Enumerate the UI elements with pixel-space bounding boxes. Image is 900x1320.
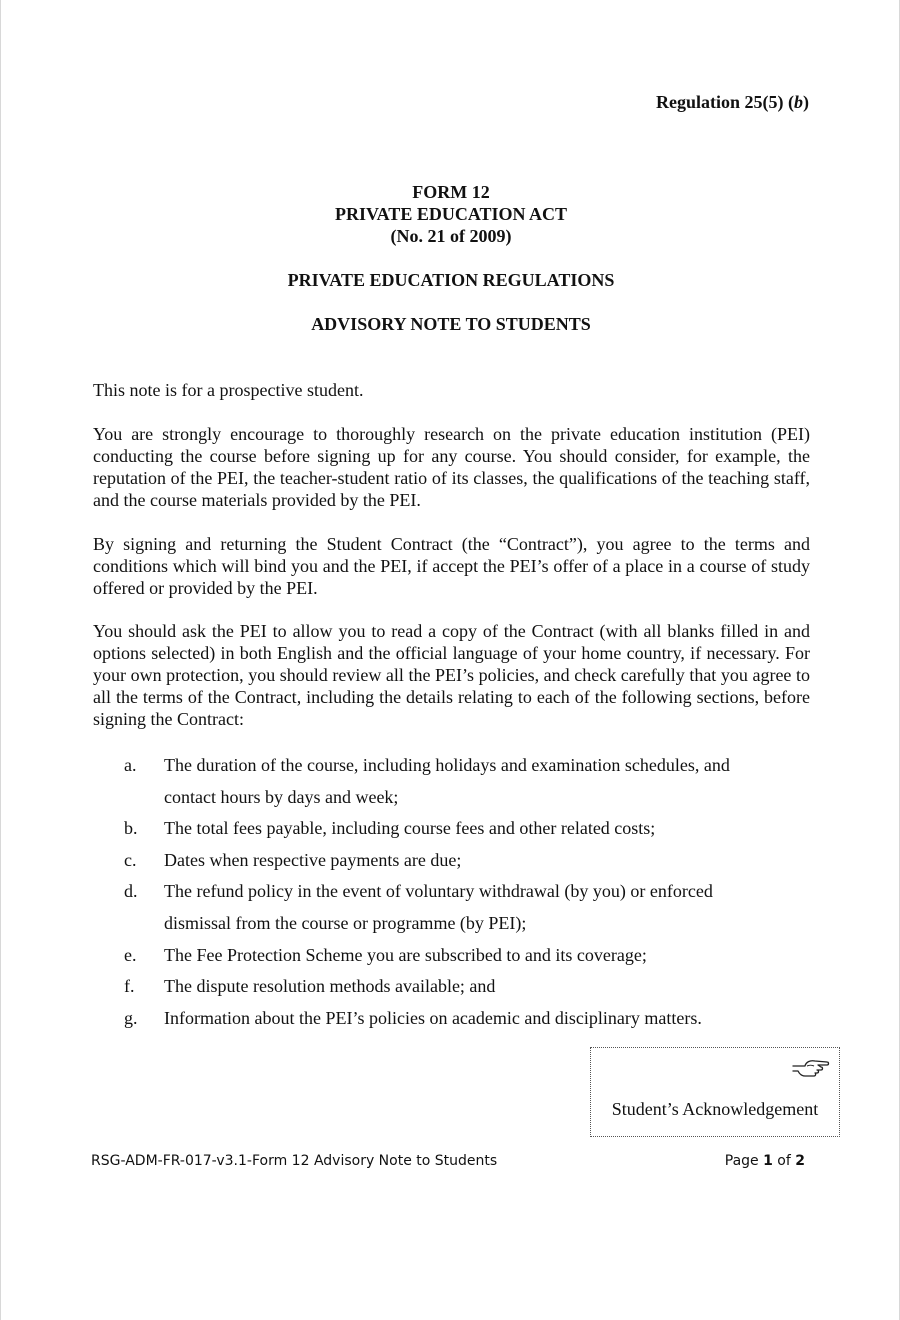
- list-item: [124, 845, 784, 877]
- list-item: [124, 750, 784, 813]
- list-item-text: The Fee Protection Scheme you are subscribed to and its coverage;: [164, 944, 647, 965]
- regulation-letter: b: [794, 92, 803, 112]
- regulation-prefix: Regulation 25(5) (: [656, 92, 794, 112]
- page-number: [725, 1153, 805, 1169]
- list-item-letter: c.: [124, 849, 137, 870]
- list-item: [124, 813, 784, 845]
- act-name: PRIVATE EDUCATION ACT: [334, 204, 568, 224]
- paragraph-intro: This note is for a prospective student.: [93, 380, 364, 400]
- list-item-letter: e.: [124, 944, 137, 965]
- regulation-suffix: ): [803, 92, 809, 112]
- list-item-letter: a.: [124, 755, 137, 775]
- list-item-letter: f.: [124, 976, 135, 997]
- list-item-text: The total fees payable, including course fees and other related costs;: [164, 818, 656, 839]
- page-total: 2: [795, 1153, 805, 1169]
- acknowledgement-label: Student’s Acknowledgement: [611, 1099, 819, 1119]
- list-item-letter: d.: [124, 881, 138, 902]
- page-of: of: [772, 1153, 796, 1169]
- list-item-text: Dates when respective payments are due;: [164, 849, 462, 870]
- list-item-letter: b.: [124, 818, 138, 839]
- list-item-text: The refund policy in the event of voluntary withdrawal (by you) or enforced dismissal from the course or programme (by PEI);: [164, 881, 713, 933]
- list-item-text: The duration of the course, including holidays and examination schedules, and contact hours by days and week;: [164, 755, 730, 807]
- paragraph-review: You should ask the PEI to allow you to read a copy of the Contract (with all blanks filled in and options selected) in both English and the official language of your home country, if necessary. For your own protection, you should review all the PEI’s policies, and check carefully that you agree to all the terms of the Contract, including the details relating to each of the following sections, before signing the Contract:: [93, 621, 810, 729]
- form-title-block: [1, 181, 900, 247]
- list-item: [124, 876, 784, 939]
- paragraph-contract: By signing and returning the Student Contract (the “Contract”), you agree to the terms and conditions which will bind you and the PEI, if accept the PEI’s offer of a place in a course of study offered or provided by the PEI.: [93, 534, 810, 598]
- list-item: [124, 940, 784, 972]
- advisory-title: ADVISORY NOTE TO STUDENTS: [311, 314, 591, 334]
- form-number: FORM 12: [412, 182, 490, 202]
- document-id: RSG-ADM-FR-017-v3.1-Form 12 Advisory Note to Students: [91, 1153, 498, 1169]
- list-item-text: Information about the PEI’s policies on academic and disciplinary matters.: [164, 1007, 702, 1028]
- contract-sections-list: [124, 750, 784, 1034]
- pointing-hand-icon: [791, 1056, 831, 1080]
- paragraph-research: You are strongly encourage to thoroughly research on the private education institution (PEI) conducting the course before signing up for any course. You should consider, for example, the reputation of the PEI, the teacher-student ratio of its classes, the qualifications of the teaching staff, and the course materials provided by the PEI.: [93, 424, 810, 510]
- list-item-text: The dispute resolution methods available; and: [164, 976, 496, 997]
- regulation-reference: [656, 92, 809, 113]
- list-item: [124, 1003, 784, 1035]
- list-item-letter: g.: [124, 1007, 138, 1028]
- regulations-title: PRIVATE EDUCATION REGULATIONS: [287, 270, 615, 290]
- list-item: [124, 971, 784, 1003]
- page-word: Page: [724, 1153, 764, 1169]
- page-current: 1: [763, 1153, 773, 1169]
- act-number: (No. 21 of 2009): [390, 226, 512, 246]
- student-acknowledgement-box[interactable]: [590, 1047, 840, 1137]
